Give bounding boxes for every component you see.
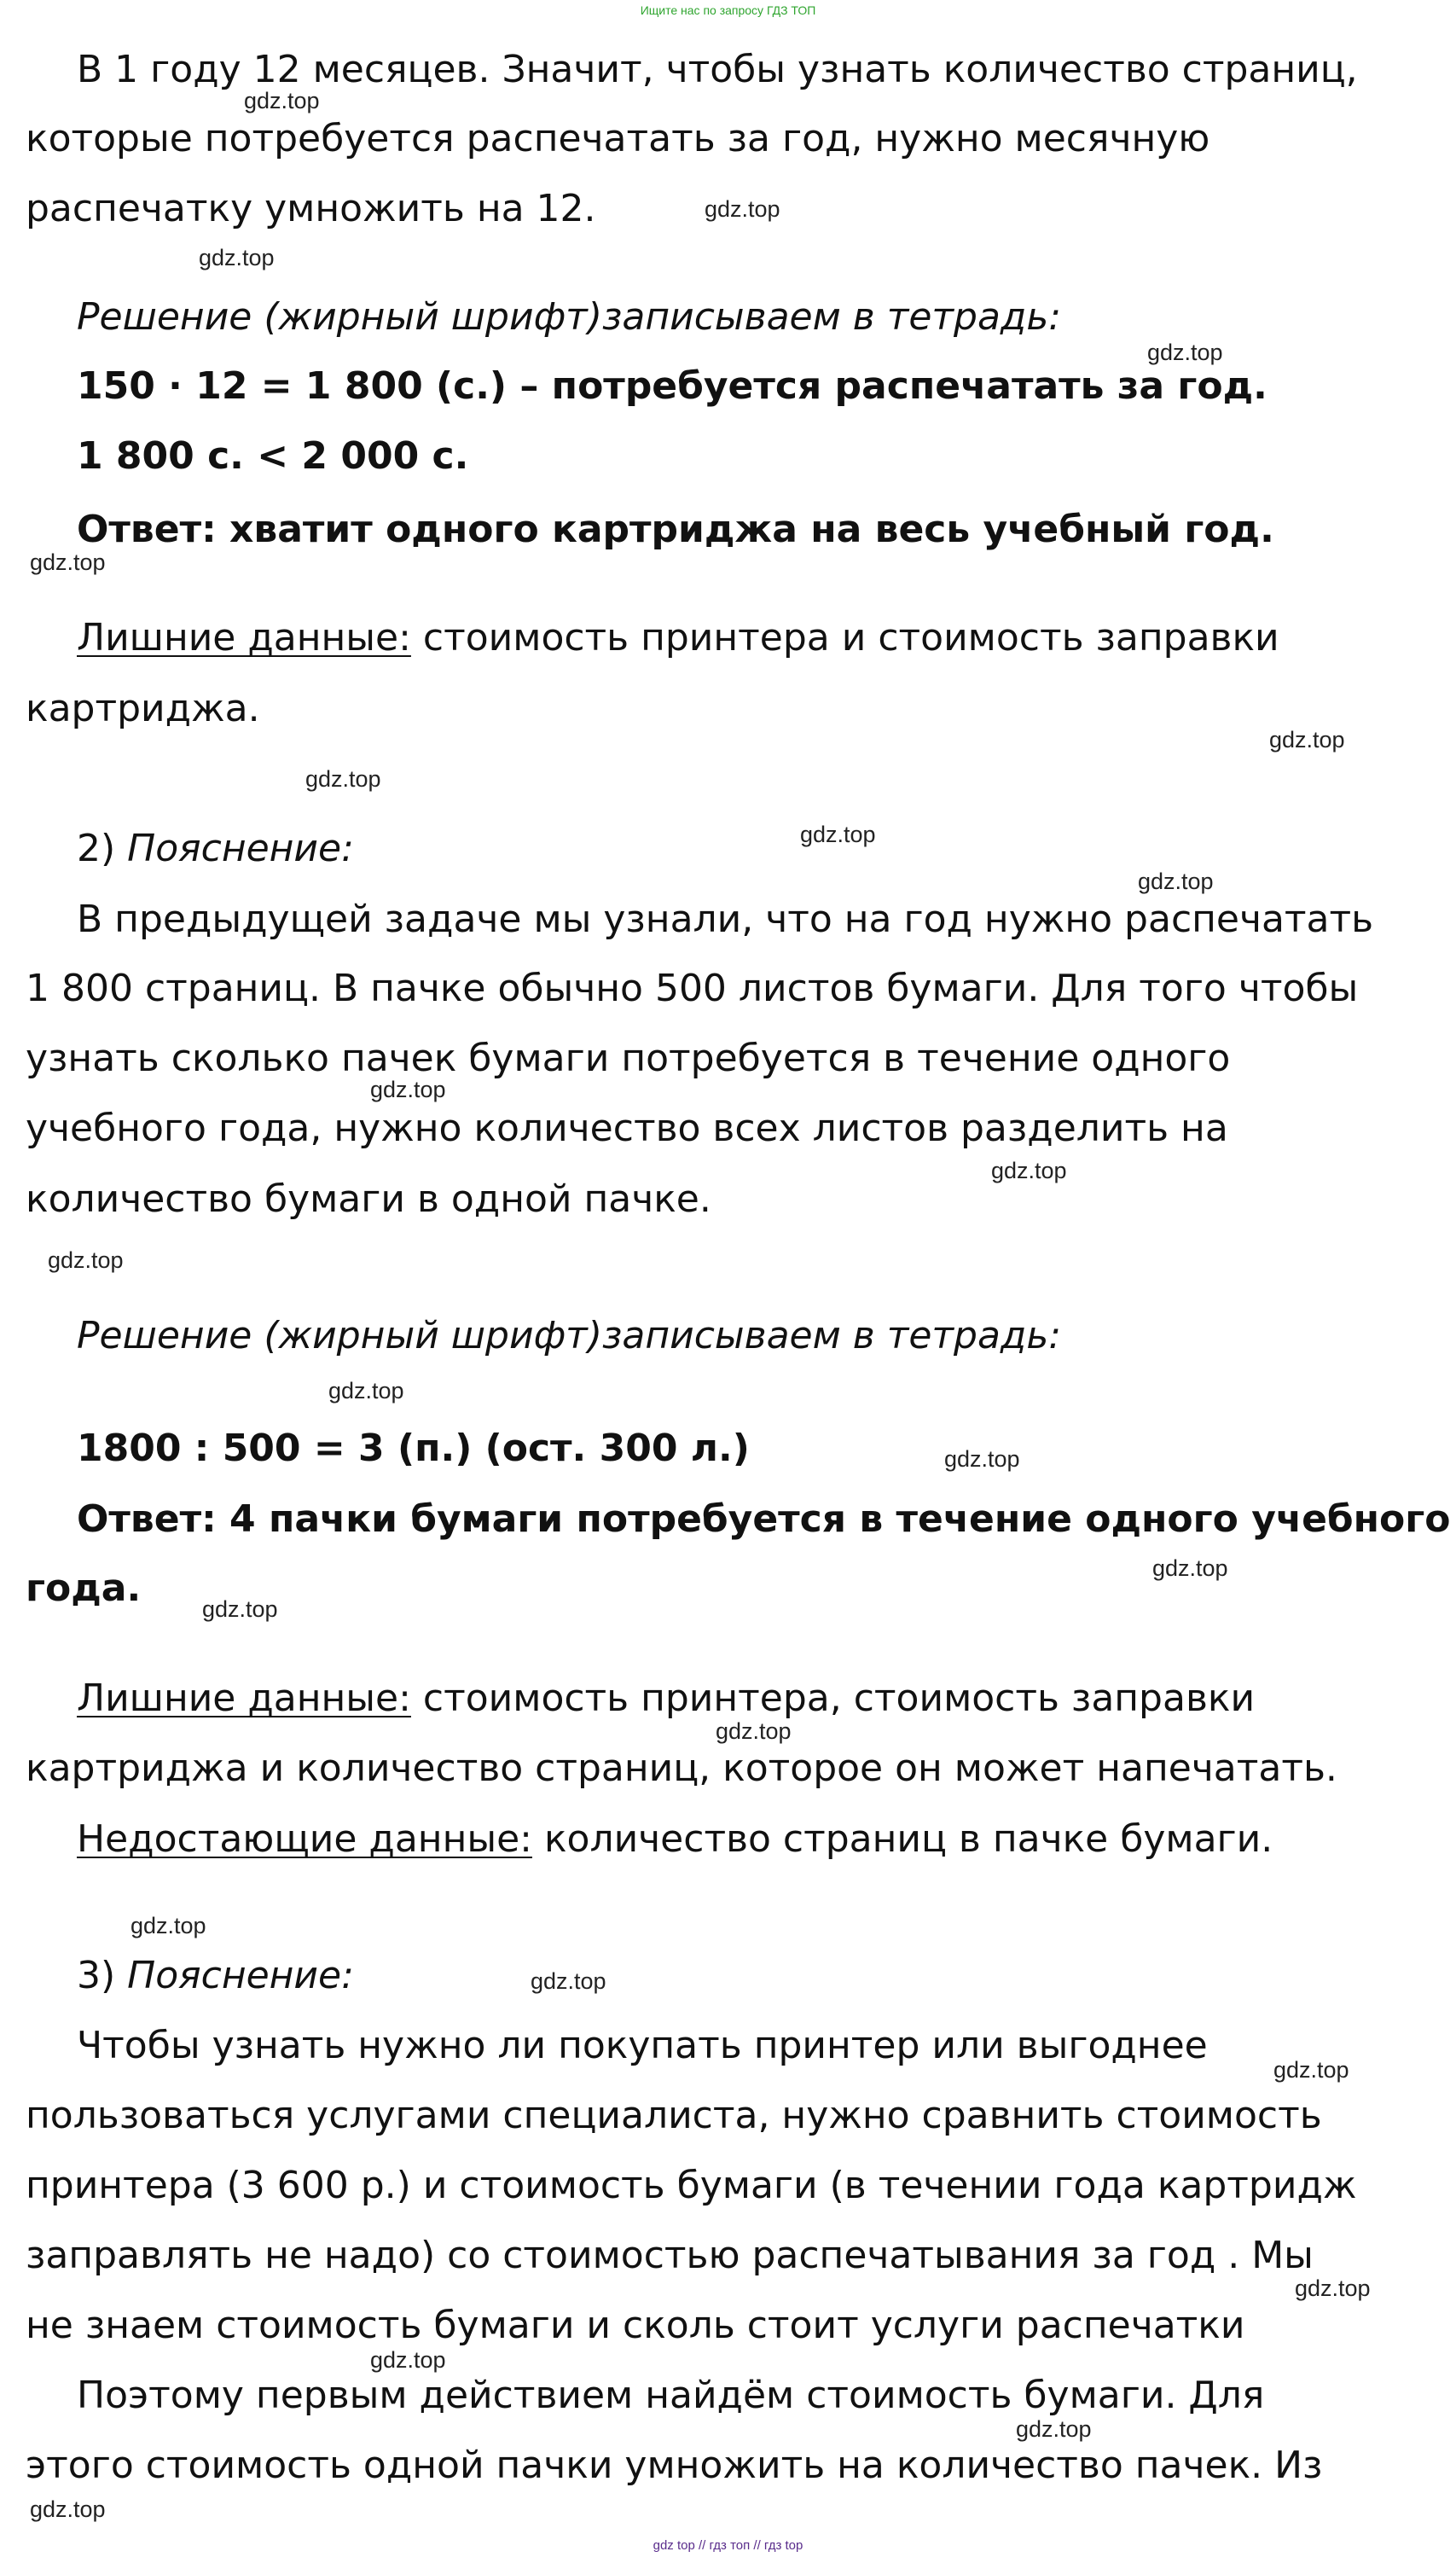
text-line: не знаем стоимость бумаги и сколь стоит услуги распечатки xyxy=(26,2304,1245,2347)
search-hint-link[interactable]: Ищите нас по запросу ГДЗ ТОП xyxy=(640,3,816,17)
task-heading-title: Пояснение: xyxy=(127,827,354,870)
watermark: gdz.top xyxy=(1016,2416,1092,2442)
watermark: gdz.top xyxy=(991,1158,1067,1183)
answer-line: Ответ: 4 пачки бумаги потребуется в течение одного учебного xyxy=(77,1497,1451,1541)
text-line: В 1 году 12 месяцев. Значит, чтобы узнать количество страниц, xyxy=(77,48,1358,91)
text-line: заправлять не надо) со стоимостью распечатывания за год . Мы xyxy=(26,2234,1314,2277)
text-line: которые потребуется распечатать за год, нужно месячную xyxy=(26,117,1210,160)
watermark: gdz.top xyxy=(705,196,780,222)
extra-data-line xyxy=(77,616,1279,660)
text-line: 1 800 страниц. В пачке обычно 500 листов бумаги. Для того чтобы xyxy=(26,967,1359,1010)
solution-comparison: 1 800 с. < 2 000 с. xyxy=(77,434,469,478)
answer-line: года. xyxy=(26,1566,142,1610)
missing-data-text: количество страниц в пачке бумаги. xyxy=(531,1817,1273,1861)
watermark: gdz.top xyxy=(30,549,106,575)
extra-data-label: Лишние данные: xyxy=(77,616,411,660)
watermark: gdz.top xyxy=(131,1913,206,1938)
text-line: картриджа и количество страниц, которое он может напечатать. xyxy=(26,1746,1337,1790)
text-line: картриджа. xyxy=(26,687,260,730)
footer-links[interactable]: gdz top // гдз топ // гдз top xyxy=(653,2538,803,2553)
extra-data-text: стоимость принтера, стоимость заправки xyxy=(410,1677,1256,1720)
task-number: 3) xyxy=(77,1954,128,1997)
watermark: gdz.top xyxy=(944,1446,1020,1472)
text-line: количество бумаги в одной пачке. xyxy=(26,1177,711,1221)
watermark: gdz.top xyxy=(305,766,381,792)
watermark: gdz.top xyxy=(1138,869,1214,894)
watermark: gdz.top xyxy=(328,1378,404,1404)
watermark: gdz.top xyxy=(1147,340,1223,365)
extra-data-label: Лишние данные: xyxy=(77,1677,411,1720)
text-line: Чтобы узнать нужно ли покупать принтер или выгоднее xyxy=(77,2024,1208,2067)
watermark: gdz.top xyxy=(370,2347,446,2373)
watermark: gdz.top xyxy=(30,2496,106,2522)
missing-data-label: Недостающие данные: xyxy=(77,1817,532,1861)
answer-line: Ответ: хватит одного картриджа на весь учебный год. xyxy=(77,508,1274,551)
text-line: учебного года, нужно количество всех листов разделить на xyxy=(26,1107,1228,1150)
task-number: 2) xyxy=(77,827,128,870)
solution-calculation: 150 · 12 = 1 800 (с.) – потребуется распечатать за год. xyxy=(77,364,1267,408)
text-line: В предыдущей задаче мы узнали, что на год нужно распечатать xyxy=(77,898,1374,941)
text-line: Поэтому первым действием найдём стоимость бумаги. Для xyxy=(77,2374,1265,2417)
text-line: пользоваться услугами специалиста, нужно сравнить стоимость xyxy=(26,2094,1322,2137)
solution-intro: Решение (жирный шрифт)записываем в тетрадь: xyxy=(77,1314,1062,1357)
text-line: этого стоимость одной пачки умножить на количество пачек. Из xyxy=(26,2444,1323,2487)
missing-data-line xyxy=(77,1817,1273,1862)
watermark: gdz.top xyxy=(531,1968,606,1994)
text-line: принтера (3 600 р.) и стоимость бумаги (в течении года картридж xyxy=(26,2164,1357,2207)
task-heading xyxy=(77,827,354,871)
extra-data-line xyxy=(77,1677,1255,1721)
watermark: gdz.top xyxy=(48,1247,124,1273)
extra-data-text: стоимость принтера и стоимость заправки xyxy=(410,616,1279,660)
watermark: gdz.top xyxy=(202,1596,278,1622)
watermark: gdz.top xyxy=(244,88,320,113)
task-heading xyxy=(77,1954,354,1998)
solution-intro: Решение (жирный шрифт)записываем в тетрадь: xyxy=(77,295,1062,339)
watermark: gdz.top xyxy=(370,1077,446,1102)
text-line: узнать сколько пачек бумаги потребуется в течение одного xyxy=(26,1037,1231,1080)
watermark: gdz.top xyxy=(1295,2275,1371,2301)
watermark: gdz.top xyxy=(1269,727,1345,753)
watermark: gdz.top xyxy=(1152,1555,1228,1581)
text-line: распечатку умножить на 12. xyxy=(26,187,596,230)
watermark: gdz.top xyxy=(716,1718,792,1744)
watermark: gdz.top xyxy=(199,245,275,270)
task-heading-title: Пояснение: xyxy=(127,1954,354,1997)
solution-calculation: 1800 : 500 = 3 (п.) (ост. 300 л.) xyxy=(77,1427,750,1470)
watermark: gdz.top xyxy=(1273,2057,1349,2083)
watermark: gdz.top xyxy=(800,822,876,847)
